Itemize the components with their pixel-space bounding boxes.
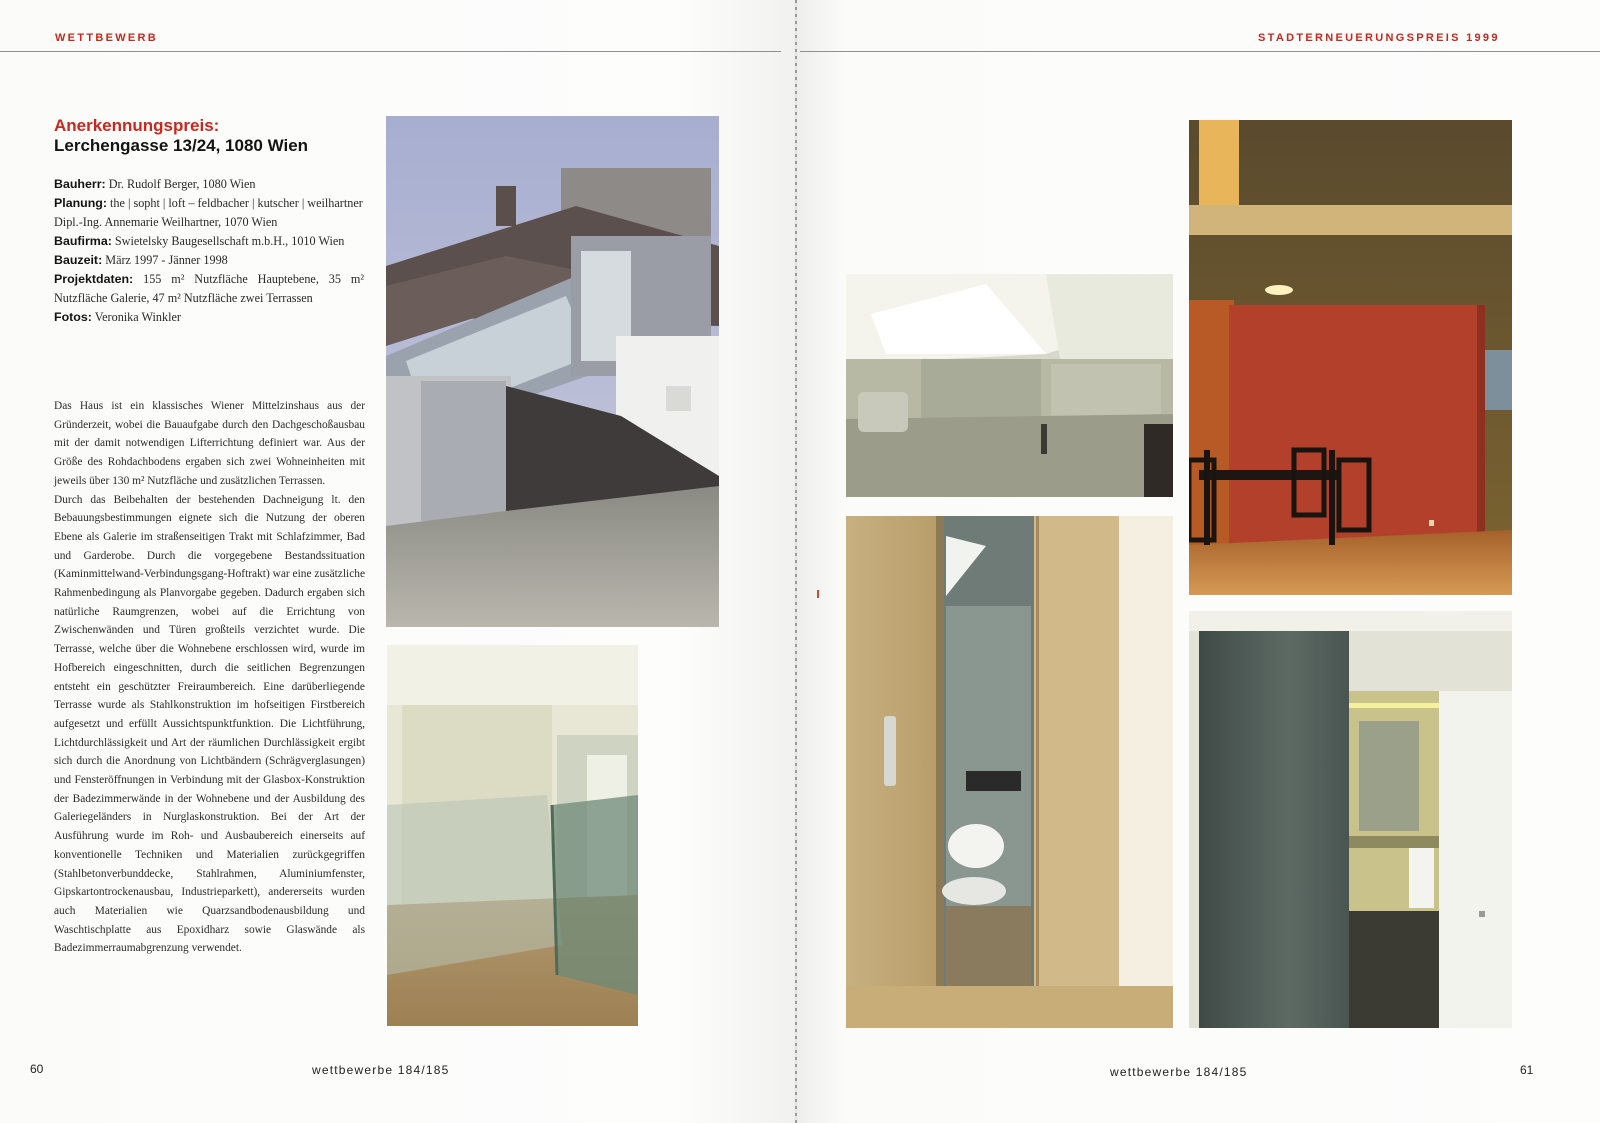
credit-value: Veronika Winkler xyxy=(94,310,181,324)
dining-photo xyxy=(1189,120,1512,595)
section-label-right: STADTERNEUERUNGSPREIS 1999 xyxy=(1258,32,1500,44)
credit-baufirma xyxy=(54,232,364,251)
credit-value: Dr. Rudolf Berger, 1080 Wien xyxy=(108,177,256,191)
attic-room-photo-icon xyxy=(846,274,1173,497)
credit-planung xyxy=(54,194,364,213)
credit-label: Bauzeit: xyxy=(54,253,103,267)
article-body xyxy=(54,397,365,958)
credit-bauzeit xyxy=(54,251,364,270)
credit-bauherr xyxy=(54,175,364,194)
credit-label: Planung: xyxy=(54,196,107,210)
credit-projektdaten xyxy=(54,270,364,308)
project-credits xyxy=(54,175,364,327)
credit-label: Baufirma: xyxy=(54,234,112,248)
section-label-left: WETTBEWERB xyxy=(55,32,159,44)
credit-value: März 1997 - Jänner 1998 xyxy=(105,253,228,267)
credit-label: Bauherr: xyxy=(54,177,106,191)
credit-value: Swietelsky Baugesellschaft m.b.H., 1010 Wien xyxy=(114,234,345,248)
dining-photo-icon xyxy=(1189,120,1512,595)
article-paragraph: Durch das Beibehalten der bestehenden Dachneigung lt. den Bebauungsbestimmungen eignete sich die Nutzung der oberen Ebene als Galerie im straßenseitigen Trakt mit Schlafzimmer, Bad und Garderobe. Durch die vorgegebene Bestandssituation (Kaminmittelwand-Verbindungsgang-Hoftrakt) war eine zusätzliche Rahmenbedingung als Planvorgabe gegeben. Dadurch ergaben sich natürliche Raumgrenzen, wobei auf die Errichtung von Zwischenwänden und Türen großteils verzichtet wurde. Die Terrasse, welche über die Wohnebene erschlossen wird, wurde im Hofbereich eingeschnitten, durch die seitlichen Begrenzungen entsteht ein geschützter Freiraumbereich. Eine darüberliegende Terrasse wurde als Stahlkonstruktion im hofseitigen Firstbereich aufgesetzt und erfüllt Aussichtspunktfunktion. Die Lichtführung, Lichtdurchlässigkeit und Art der räumlichen Durchlässigkeit ergibt sich durch die Anordnung von Lichtbändern (Schrägverglasungen) und Fensteröffnungen in Verbindung mit der Glasbox-Konstruktion der Badezimmerwände in der Wohnebene und der Ausbildung des Galeriegeländers in Nurglaskonstruktion. Bei der Art der Ausführung wurde im Roh- und Ausbaubereich einerseits auf konventionelle Techniken und Materialien zurückgegriffen (Stahlbetonverbunddecke, Stahlrahmen, Aluminiumfenster, Gipskartontrockenausbau, Industrieparkett), andererseits wurden auch Materialien wie Quarzsandbodenausbildung und Waschtischplatte aus Epoxidharz sowie Glaswände als Badezimmerraumabgrenzung verwendet. xyxy=(54,493,365,955)
bathroom-door-photo-icon xyxy=(846,516,1173,1028)
roof-terrace-photo xyxy=(386,116,719,627)
award-heading: Anerkennungspreis: xyxy=(54,116,220,135)
magazine-title-right: wettbewerbe 184/185 xyxy=(1110,1065,1248,1079)
attic-room-photo xyxy=(846,274,1173,497)
gallery-photo xyxy=(387,645,638,1026)
credit-fotos xyxy=(54,308,364,327)
credit-planung-extra: Dipl.-Ing. Annemarie Weilhartner, 1070 Wien xyxy=(54,215,278,229)
magazine-title-left: wettbewerbe 184/185 xyxy=(312,1063,450,1077)
header-rule-left xyxy=(0,51,781,52)
glass-bathroom-photo-icon xyxy=(1189,611,1512,1028)
spine-gutter xyxy=(795,0,797,1123)
article-paragraph: Das Haus ist ein klassisches Wiener Mittelzinshaus aus der Gründerzeit, wobei die Bauaufgabe durch den Dachgeschoßausbau mit der damit notwendigen Lifterrichtung definiert war. Aus der Größe des Rohdachbodens ergaben sich zwei Wohneinheiten mit jeweils über 130 m² Nutzfläche und zusätzlichen Terrassen. xyxy=(54,400,365,487)
print-mark xyxy=(817,590,819,598)
credit-label: Fotos: xyxy=(54,310,92,324)
header-rule-right xyxy=(800,51,1600,52)
project-address-heading: Lerchengasse 13/24, 1080 Wien xyxy=(54,136,309,155)
roof-terrace-photo-icon xyxy=(386,116,719,627)
credit-label: Projektdaten: xyxy=(54,272,134,286)
credit-value: the | sopht | loft – feldbacher | kutscher | weilhartner xyxy=(110,196,363,210)
bathroom-door-photo xyxy=(846,516,1173,1028)
glass-bathroom-photo xyxy=(1189,611,1512,1028)
gallery-photo-icon xyxy=(387,645,638,1026)
page-number-right: 61 xyxy=(1520,1063,1534,1077)
page-number-left: 60 xyxy=(30,1062,44,1076)
credit-value: 155 m² Nutzfläche Hauptebene, 35 m² Nutzfläche Galerie, 47 m² Nutzfläche zwei Terrassen xyxy=(54,272,365,305)
